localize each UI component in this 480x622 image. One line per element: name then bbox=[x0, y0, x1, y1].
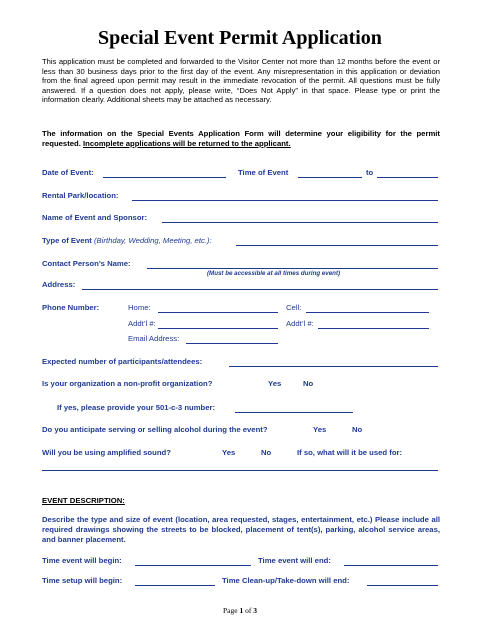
sound-question: Will you be using amplified sound? bbox=[42, 448, 171, 457]
type-of-event-text: Type of Event bbox=[42, 236, 92, 245]
page-of: of bbox=[245, 606, 252, 615]
eligibility-notice bbox=[42, 129, 440, 149]
event-sponsor-field[interactable] bbox=[162, 222, 438, 223]
date-of-event-label: Date of Event: bbox=[42, 168, 94, 177]
participants-label: Expected number of participants/attendees: bbox=[42, 357, 203, 366]
type-of-event-examples: (Birthday, Wedding, Meeting, etc.): bbox=[93, 236, 212, 245]
home-label: Home: bbox=[128, 303, 151, 312]
home-phone-field[interactable] bbox=[158, 312, 278, 313]
address-label: Address: bbox=[42, 280, 76, 289]
page-title: Special Event Permit Application bbox=[98, 27, 382, 49]
addtl-2-field[interactable] bbox=[318, 328, 429, 329]
rental-park-field[interactable] bbox=[132, 200, 438, 201]
contact-name-label: Contact Person’s Name: bbox=[42, 259, 131, 268]
setup-begin-field[interactable] bbox=[135, 585, 215, 586]
event-description-text: Describe the type and size of event (location, area requested, stages, entertainment, etc.) Please include all required drawings showing the streets to be blocked, placement of tent(s), parking, alcohol service areas, and banner placement. bbox=[42, 515, 440, 544]
page-footer bbox=[0, 606, 480, 615]
event-description-heading: EVENT DESCRIPTION: bbox=[42, 496, 125, 505]
nonprofit-number-label: If yes, please provide your 501-c-3 number: bbox=[57, 403, 216, 412]
sound-yes[interactable]: Yes bbox=[222, 448, 236, 457]
email-label: Email Address: bbox=[128, 334, 180, 343]
addtl-1-label: Addt’l #: bbox=[128, 319, 156, 328]
contact-name-field[interactable] bbox=[147, 268, 438, 269]
time-end-field[interactable] bbox=[377, 177, 438, 178]
cell-label: Cell: bbox=[286, 303, 302, 312]
nonprofit-yes[interactable]: Yes bbox=[268, 379, 282, 388]
addtl-2-label: Addt’l #: bbox=[286, 319, 314, 328]
time-begin-label: Time event will begin: bbox=[42, 556, 122, 565]
address-field[interactable] bbox=[82, 289, 438, 290]
sound-use-field[interactable] bbox=[42, 470, 438, 471]
page-total: 3 bbox=[253, 606, 257, 615]
alcohol-yes[interactable]: Yes bbox=[313, 425, 327, 434]
time-begin-field[interactable] bbox=[135, 565, 251, 566]
intro-paragraph: This application must be completed and forwarded to the Visitor Center not more than 12 months before the event or less than 30 business days prior to the first day of the event. Any misrepresentation in this application or deviation from the final agreed upon permit may result in the immediate revocation of the permit. All questions must be fully answered. If a question does not apply, please write, “Does Not Apply” in that space. Please type or print the information clearly. Additional sheets may be attached as necessary. bbox=[42, 57, 440, 105]
page-prefix: Page bbox=[223, 606, 238, 615]
cleanup-label: Time Clean-up/Take-down will end: bbox=[222, 576, 350, 585]
sound-use-label: If so, what will it be used for: bbox=[297, 448, 403, 457]
alcohol-no[interactable]: No bbox=[352, 425, 363, 434]
email-field[interactable] bbox=[186, 343, 278, 344]
event-sponsor-label: Name of Event and Sponsor: bbox=[42, 213, 148, 222]
to-label: to bbox=[366, 168, 374, 177]
cell-phone-field[interactable] bbox=[306, 312, 429, 313]
time-end-event-field[interactable] bbox=[344, 565, 438, 566]
time-start-field[interactable] bbox=[298, 177, 362, 178]
type-of-event-label bbox=[42, 236, 212, 245]
addtl-1-field[interactable] bbox=[158, 328, 278, 329]
type-of-event-field[interactable] bbox=[236, 245, 438, 246]
participants-field[interactable] bbox=[229, 366, 438, 367]
alcohol-question: Do you anticipate serving or selling alcohol during the event? bbox=[42, 425, 268, 434]
cleanup-field[interactable] bbox=[367, 585, 438, 586]
phone-number-label: Phone Number: bbox=[42, 303, 100, 312]
nonprofit-number-field[interactable] bbox=[235, 412, 353, 413]
setup-begin-label: Time setup will begin: bbox=[42, 576, 123, 585]
time-end-label: Time event will end: bbox=[258, 556, 331, 565]
sound-no[interactable]: No bbox=[261, 448, 272, 457]
time-of-event-label: Time of Event bbox=[238, 168, 289, 177]
page-number: 1 bbox=[239, 606, 244, 615]
nonprofit-question: Is your organization a non-profit organization? bbox=[42, 379, 213, 388]
nonprofit-no[interactable]: No bbox=[303, 379, 314, 388]
notice-text: The information on the Special Events Application Form will determine your eligibility for the permit requested. bbox=[42, 129, 440, 148]
rental-park-label: Rental Park/location: bbox=[42, 191, 119, 200]
date-of-event-field[interactable] bbox=[103, 177, 226, 178]
notice-underlined: Incomplete applications will be returned to the applicant. bbox=[83, 139, 291, 148]
contact-note: (Must be accessible at all times during event) bbox=[207, 270, 341, 277]
